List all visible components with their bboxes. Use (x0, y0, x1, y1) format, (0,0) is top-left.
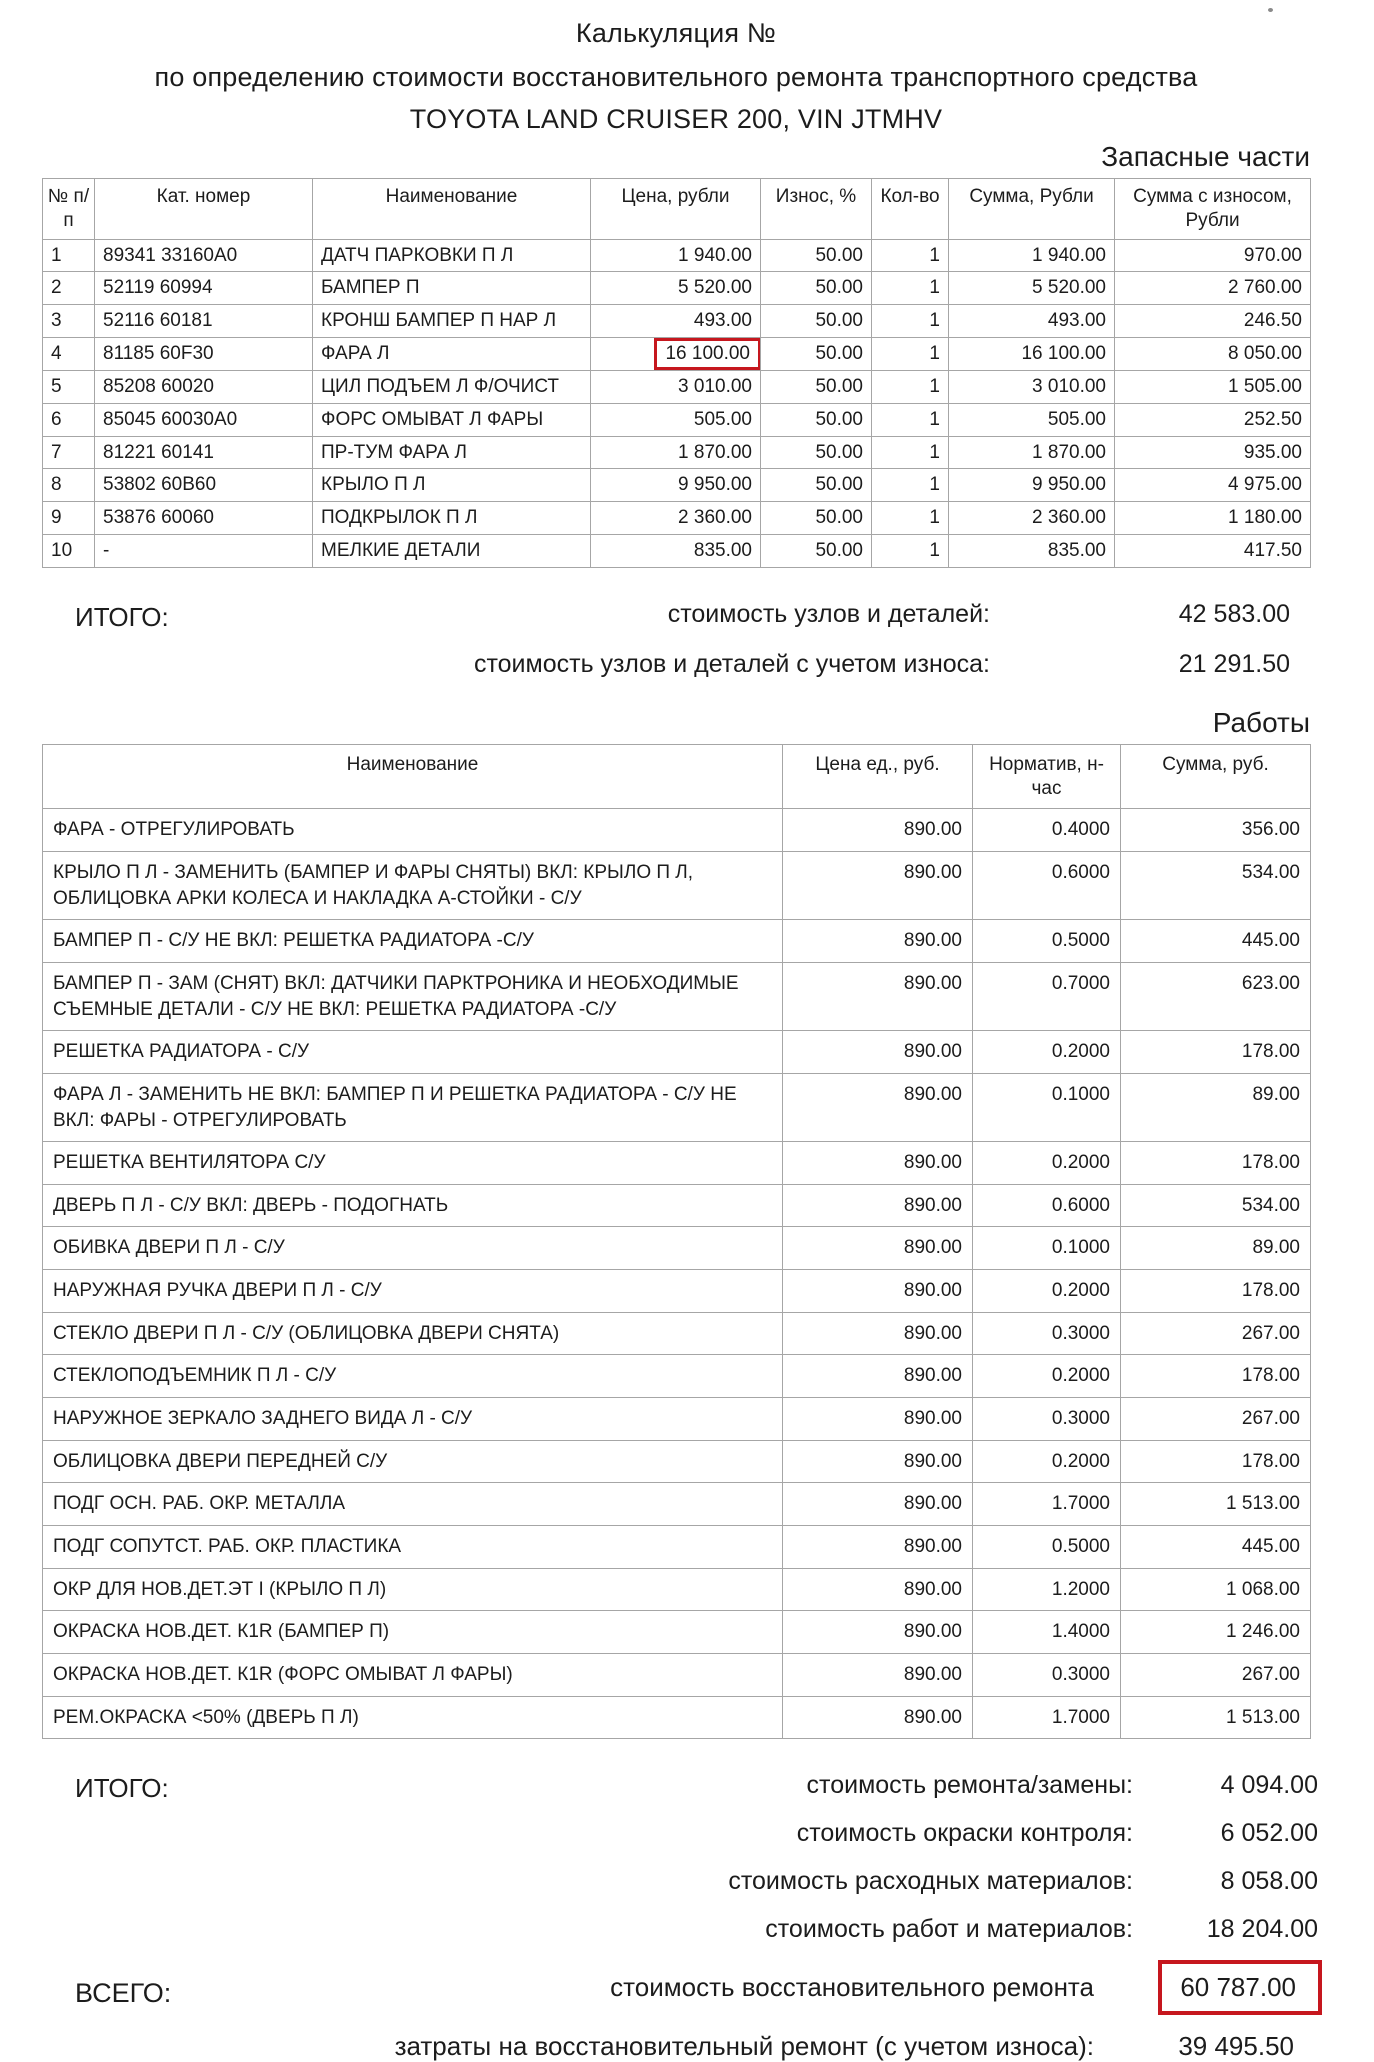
cell-norm-hours: 1.7000 (973, 1696, 1121, 1739)
parts-table-row (43, 535, 1311, 568)
cell-sum-with-wear: 2 760.00 (1115, 272, 1311, 305)
cell-sum-with-wear: 8 050.00 (1115, 338, 1311, 371)
cell-norm-hours: 0.3000 (973, 1398, 1121, 1441)
cell-work-name: ОБИВКА ДВЕРИ П Л - С/У (43, 1227, 783, 1270)
works-table-row (43, 1270, 1311, 1313)
cell-catalog-number: 81221 60141 (95, 436, 313, 469)
cell-wear: 50.00 (761, 535, 872, 568)
cell-qty: 1 (872, 535, 949, 568)
cell-work-name: БАМПЕР П - ЗАМ (СНЯТ) ВКЛ: ДАТЧИКИ ПАРКТРОНИКА И НЕОБХОДИМЫЕ СЪЕМНЫЕ ДЕТАЛИ - С/У НЕ ВКЛ: РЕШЕТКА РАДИАТОРА -С/У (43, 963, 783, 1031)
cell-part-name: БАМПЕР П (313, 272, 591, 305)
cell-sum: 5 520.00 (949, 272, 1115, 305)
cell-price (591, 502, 761, 535)
cell-work-sum: 445.00 (1121, 920, 1311, 963)
cell-work-sum: 89.00 (1121, 1227, 1311, 1270)
cell-sum-with-wear: 1 180.00 (1115, 502, 1311, 535)
doc-title-line1: Калькуляция № (575, 18, 777, 48)
cell-norm-hours: 0.2000 (973, 1355, 1121, 1398)
cell-unit-price: 890.00 (783, 1653, 973, 1696)
grand-total-label: стоимость восстановительного ремонта (610, 1972, 1094, 2003)
cell-wear: 50.00 (761, 469, 872, 502)
cell-work-sum: 178.00 (1121, 1031, 1311, 1074)
works-table-row (43, 1312, 1311, 1355)
works-table-row (43, 1611, 1311, 1654)
cell-wear: 50.00 (761, 305, 872, 338)
cell-norm-hours: 0.2000 (973, 1270, 1121, 1313)
cell-work-sum: 267.00 (1121, 1312, 1311, 1355)
grand-total-label: затраты на восстановительный ремонт (с учетом износа): (394, 2031, 1094, 2062)
price-value: 1 940.00 (678, 244, 752, 266)
cell-unit-price: 890.00 (783, 1184, 973, 1227)
parts-summary-title: ИТОГО: (75, 601, 169, 632)
grand-total-line (42, 2031, 1294, 2062)
cell-sum-with-wear: 935.00 (1115, 436, 1311, 469)
cell-work-sum: 445.00 (1121, 1525, 1311, 1568)
price-value: 493.00 (693, 310, 752, 332)
cell-sum: 835.00 (949, 535, 1115, 568)
cell-work-name: СТЕКЛОПОДЪЕМНИК П Л - С/У (43, 1355, 783, 1398)
cell-price (591, 239, 761, 272)
cell-row-number: 7 (43, 436, 95, 469)
summary-value: 21 291.50 (1178, 649, 1290, 678)
grand-total-amount: 39 495.50 (1178, 2031, 1294, 2062)
cell-work-name: БАМПЕР П - С/У НЕ ВКЛ: РЕШЕТКА РАДИАТОРА -С/У (43, 920, 783, 963)
cell-row-number: 3 (43, 305, 95, 338)
cell-part-name: КРОНШ БАМПЕР П НАР Л (313, 305, 591, 338)
cell-catalog-number: 53802 60B60 (95, 469, 313, 502)
works-table (42, 744, 1311, 1739)
col-header-work-sum: Сумма, руб. (1121, 744, 1311, 809)
cell-sum: 16 100.00 (949, 338, 1115, 371)
cell-norm-hours: 1.7000 (973, 1483, 1121, 1526)
cell-norm-hours: 0.2000 (973, 1031, 1121, 1074)
cell-row-number: 2 (43, 272, 95, 305)
grand-total-summary (42, 1972, 1294, 2062)
summary-value: 18 204.00 (1206, 1915, 1318, 1944)
cell-wear: 50.00 (761, 436, 872, 469)
cell-sum: 3 010.00 (949, 370, 1115, 403)
parts-table-row (43, 272, 1311, 305)
cell-sum-with-wear: 417.50 (1115, 535, 1311, 568)
cell-work-name: ПОДГ ОСН. РАБ. ОКР. МЕТАЛЛА (43, 1483, 783, 1526)
cell-wear: 50.00 (761, 403, 872, 436)
cell-work-name: РЕШЕТКА ВЕНТИЛЯТОРА С/У (43, 1142, 783, 1185)
cell-work-name: НАРУЖНОЕ ЗЕРКАЛО ЗАДНЕГО ВИДА Л - С/У (43, 1398, 783, 1441)
works-header-row (43, 744, 1311, 809)
summary-line (42, 1771, 1318, 1800)
cell-qty: 1 (872, 370, 949, 403)
cell-part-name: КРЫЛО П Л (313, 469, 591, 502)
cell-unit-price: 890.00 (783, 1355, 973, 1398)
cell-qty: 1 (872, 272, 949, 305)
works-table-row (43, 1696, 1311, 1739)
cell-work-name: ОКР ДЛЯ НОВ.ДЕТ.ЭТ I (КРЫЛО П Л) (43, 1568, 783, 1611)
cell-work-name: ОКРАСКА НОВ.ДЕТ. К1R (ФОРС ОМЫВАТ Л ФАРЫ) (43, 1653, 783, 1696)
cell-unit-price: 890.00 (783, 852, 973, 920)
cell-unit-price: 890.00 (783, 809, 973, 852)
col-header-cat: Кат. номер (95, 179, 313, 240)
scan-artifact-dot (1268, 8, 1273, 12)
summary-value: 8 058.00 (1220, 1867, 1318, 1896)
cell-work-sum: 267.00 (1121, 1653, 1311, 1696)
works-table-row (43, 1142, 1311, 1185)
cell-work-sum: 623.00 (1121, 963, 1311, 1031)
cell-work-name: ФАРА Л - ЗАМЕНИТЬ НЕ ВКЛ: БАМПЕР П И РЕШЕТКА РАДИАТОРА - С/У НЕ ВКЛ: ФАРЫ - ОТРЕГУЛИРОВАТЬ (43, 1073, 783, 1141)
summary-value: 6 052.00 (1220, 1819, 1318, 1848)
cell-work-sum: 178.00 (1121, 1440, 1311, 1483)
parts-table-row (43, 469, 1311, 502)
cell-sum: 505.00 (949, 403, 1115, 436)
cell-price (591, 272, 761, 305)
grand-total-amount: 60 787.00 (1158, 1960, 1322, 2015)
cell-price (591, 370, 761, 403)
works-table-row (43, 1031, 1311, 1074)
works-summary-title: ИТОГО: (75, 1773, 169, 1804)
cell-unit-price: 890.00 (783, 1483, 973, 1526)
cell-catalog-number: 52119 60994 (95, 272, 313, 305)
cell-wear: 50.00 (761, 338, 872, 371)
cell-work-sum: 1 246.00 (1121, 1611, 1311, 1654)
parts-table-row (43, 370, 1311, 403)
cell-work-name: ОБЛИЦОВКА ДВЕРИ ПЕРЕДНЕЙ С/У (43, 1440, 783, 1483)
works-table-row (43, 1073, 1311, 1141)
cell-work-name: СТЕКЛО ДВЕРИ П Л - С/У (ОБЛИЦОВКА ДВЕРИ СНЯТА) (43, 1312, 783, 1355)
cell-work-name: РЕМ.ОКРАСКА <50% (ДВЕРЬ П Л) (43, 1696, 783, 1739)
cell-norm-hours: 0.2000 (973, 1142, 1121, 1185)
summary-label: стоимость ремонта/замены: (806, 1771, 1133, 1800)
parts-table-row (43, 403, 1311, 436)
cell-part-name: ДАТЧ ПАРКОВКИ П Л (313, 239, 591, 272)
works-table-row (43, 1525, 1311, 1568)
works-table-row (43, 1440, 1311, 1483)
cell-part-name: МЕЛКИЕ ДЕТАЛИ (313, 535, 591, 568)
parts-section-title: Запасные части (1101, 141, 1310, 172)
cell-unit-price: 890.00 (783, 1398, 973, 1441)
cell-price (591, 469, 761, 502)
cell-catalog-number: - (95, 535, 313, 568)
price-value: 835.00 (693, 540, 752, 562)
parts-table (42, 178, 1311, 568)
cell-norm-hours: 1.2000 (973, 1568, 1121, 1611)
works-table-row (43, 1355, 1311, 1398)
cell-norm-hours: 1.4000 (973, 1611, 1121, 1654)
col-header-num: № п/п (43, 179, 95, 240)
cell-norm-hours: 0.7000 (973, 963, 1121, 1031)
cell-work-sum: 534.00 (1121, 852, 1311, 920)
cell-part-name: ФАРА Л (313, 338, 591, 371)
cell-work-sum: 178.00 (1121, 1142, 1311, 1185)
price-value: 2 360.00 (678, 507, 752, 529)
cell-sum: 2 360.00 (949, 502, 1115, 535)
works-table-row (43, 1184, 1311, 1227)
summary-line (42, 650, 1290, 679)
cell-unit-price: 890.00 (783, 1073, 973, 1141)
cell-catalog-number: 81185 60F30 (95, 338, 313, 371)
cell-norm-hours: 0.6000 (973, 1184, 1121, 1227)
cell-wear: 50.00 (761, 370, 872, 403)
cell-sum-with-wear: 4 975.00 (1115, 469, 1311, 502)
cell-unit-price: 890.00 (783, 1270, 973, 1313)
document-page (42, 0, 1318, 2062)
parts-summary (42, 600, 1290, 679)
cell-unit-price: 890.00 (783, 963, 973, 1031)
col-header-sum-wear: Сумма с износом, Рубли (1115, 179, 1311, 240)
cell-price (591, 305, 761, 338)
cell-work-sum: 356.00 (1121, 809, 1311, 852)
cell-norm-hours: 0.6000 (973, 852, 1121, 920)
cell-norm-hours: 0.4000 (973, 809, 1121, 852)
cell-norm-hours: 0.3000 (973, 1653, 1121, 1696)
col-header-wear: Износ, % (761, 179, 872, 240)
cell-norm-hours: 0.1000 (973, 1073, 1121, 1141)
col-header-unit-price: Цена ед., руб. (783, 744, 973, 809)
cell-work-sum: 267.00 (1121, 1398, 1311, 1441)
cell-qty: 1 (872, 305, 949, 338)
cell-unit-price: 890.00 (783, 1142, 973, 1185)
cell-unit-price: 890.00 (783, 1568, 973, 1611)
price-value: 16 100.00 (654, 338, 760, 370)
works-section-title: Работы (1212, 706, 1310, 738)
cell-row-number: 4 (43, 338, 95, 371)
doc-title-line2: по определению стоимости восстановительного ремонта транспортного средства (154, 62, 1198, 92)
works-table-row (43, 1227, 1311, 1270)
cell-work-sum: 89.00 (1121, 1073, 1311, 1141)
cell-row-number: 10 (43, 535, 95, 568)
cell-norm-hours: 0.3000 (973, 1312, 1121, 1355)
works-table-row (43, 1568, 1311, 1611)
cell-catalog-number: 85208 60020 (95, 370, 313, 403)
summary-label: стоимость работ и материалов: (765, 1915, 1133, 1944)
cell-norm-hours: 0.2000 (973, 1440, 1121, 1483)
cell-wear: 50.00 (761, 239, 872, 272)
cell-sum: 1 870.00 (949, 436, 1115, 469)
summary-value: 4 094.00 (1220, 1771, 1318, 1800)
cell-work-sum: 1 513.00 (1121, 1483, 1311, 1526)
cell-work-name: КРЫЛО П Л - ЗАМЕНИТЬ (БАМПЕР И ФАРЫ СНЯТЫ) ВКЛ: КРЫЛО П Л, ОБЛИЦОВКА АРКИ КОЛЕСА И НАКЛАДКА А-СТОЙКИ - С/У (43, 852, 783, 920)
works-table-row (43, 920, 1311, 963)
price-value: 5 520.00 (678, 277, 752, 299)
cell-part-name: ПОДКРЫЛОК П Л (313, 502, 591, 535)
parts-table-row (43, 436, 1311, 469)
cell-unit-price: 890.00 (783, 1312, 973, 1355)
col-header-qty: Кол-во (872, 179, 949, 240)
cell-price (591, 338, 761, 371)
cell-price (591, 535, 761, 568)
grand-total-value (1094, 1972, 1294, 2003)
col-header-name: Наименование (313, 179, 591, 240)
cell-price (591, 403, 761, 436)
cell-work-sum: 1 513.00 (1121, 1696, 1311, 1739)
parts-table-row (43, 239, 1311, 272)
cell-work-name: ОКРАСКА НОВ.ДЕТ. К1R (БАМПЕР П) (43, 1611, 783, 1654)
cell-work-name: ФАРА - ОТРЕГУЛИРОВАТЬ (43, 809, 783, 852)
grand-total-title: ВСЕГО: (75, 1978, 172, 2009)
summary-line (42, 1867, 1318, 1896)
cell-row-number: 8 (43, 469, 95, 502)
works-summary (42, 1771, 1318, 1944)
works-table-row (43, 963, 1311, 1031)
parts-table-row (43, 338, 1311, 371)
doc-title-line3: TOYOTA LAND CRUISER 200, VIN JTMHV (409, 104, 943, 134)
price-value: 1 870.00 (678, 441, 752, 463)
cell-work-sum: 178.00 (1121, 1270, 1311, 1313)
col-header-work-name: Наименование (43, 744, 783, 809)
cell-work-name: НАРУЖНАЯ РУЧКА ДВЕРИ П Л - С/У (43, 1270, 783, 1313)
price-value: 3 010.00 (678, 375, 752, 397)
cell-sum-with-wear: 1 505.00 (1115, 370, 1311, 403)
cell-work-sum: 534.00 (1121, 1184, 1311, 1227)
cell-sum-with-wear: 970.00 (1115, 239, 1311, 272)
cell-catalog-number: 85045 60030A0 (95, 403, 313, 436)
parts-table-row (43, 502, 1311, 535)
parts-table-row (43, 305, 1311, 338)
cell-part-name: ФОРС ОМЫВАТ Л ФАРЫ (313, 403, 591, 436)
summary-label: стоимость расходных материалов: (728, 1867, 1133, 1896)
works-table-row (43, 809, 1311, 852)
summary-line (42, 1819, 1318, 1848)
cell-unit-price: 890.00 (783, 1696, 973, 1739)
cell-qty: 1 (872, 502, 949, 535)
works-table-row (43, 852, 1311, 920)
cell-work-sum: 1 068.00 (1121, 1568, 1311, 1611)
cell-qty: 1 (872, 436, 949, 469)
col-header-price: Цена, рубли (591, 179, 761, 240)
grand-total-value (1094, 2031, 1294, 2062)
price-value: 505.00 (693, 408, 752, 430)
cell-work-sum: 178.00 (1121, 1355, 1311, 1398)
cell-row-number: 6 (43, 403, 95, 436)
cell-row-number: 9 (43, 502, 95, 535)
cell-unit-price: 890.00 (783, 1611, 973, 1654)
works-table-row (43, 1483, 1311, 1526)
grand-total-line (42, 1972, 1294, 2003)
cell-sum: 1 940.00 (949, 239, 1115, 272)
cell-unit-price: 890.00 (783, 1525, 973, 1568)
cell-sum-with-wear: 252.50 (1115, 403, 1311, 436)
cell-catalog-number: 52116 60181 (95, 305, 313, 338)
cell-work-name: ДВЕРЬ П Л - С/У ВКЛ: ДВЕРЬ - ПОДОГНАТЬ (43, 1184, 783, 1227)
cell-unit-price: 890.00 (783, 1440, 973, 1483)
parts-header-row (43, 179, 1311, 240)
cell-qty: 1 (872, 403, 949, 436)
cell-sum: 9 950.00 (949, 469, 1115, 502)
cell-wear: 50.00 (761, 502, 872, 535)
cell-norm-hours: 0.1000 (973, 1227, 1121, 1270)
cell-catalog-number: 53876 60060 (95, 502, 313, 535)
cell-norm-hours: 0.5000 (973, 1525, 1121, 1568)
summary-label: стоимость узлов и деталей с учетом износа: (473, 649, 990, 678)
cell-qty: 1 (872, 338, 949, 371)
summary-value: 42 583.00 (1178, 599, 1290, 628)
cell-wear: 50.00 (761, 272, 872, 305)
cell-qty: 1 (872, 239, 949, 272)
col-header-norm: Норматив, н-час (973, 744, 1121, 809)
cell-sum: 493.00 (949, 305, 1115, 338)
summary-line (42, 600, 1290, 629)
cell-norm-hours: 0.5000 (973, 920, 1121, 963)
works-table-row (43, 1398, 1311, 1441)
cell-part-name: ЦИЛ ПОДЪЕМ Л Ф/ОЧИСТ (313, 370, 591, 403)
cell-part-name: ПР-ТУМ ФАРА Л (313, 436, 591, 469)
summary-label: стоимость узлов и деталей: (667, 599, 990, 628)
cell-row-number: 5 (43, 370, 95, 403)
col-header-sum: Сумма, Рубли (949, 179, 1115, 240)
cell-price (591, 436, 761, 469)
cell-row-number: 1 (43, 239, 95, 272)
cell-unit-price: 890.00 (783, 920, 973, 963)
summary-label: стоимость окраски контроля: (796, 1819, 1133, 1848)
works-table-row (43, 1653, 1311, 1696)
cell-work-name: РЕШЕТКА РАДИАТОРА - С/У (43, 1031, 783, 1074)
cell-qty: 1 (872, 469, 949, 502)
cell-unit-price: 890.00 (783, 1227, 973, 1270)
cell-sum-with-wear: 246.50 (1115, 305, 1311, 338)
price-value: 9 950.00 (678, 474, 752, 496)
cell-work-name: ПОДГ СОПУТСТ. РАБ. ОКР. ПЛАСТИКА (43, 1525, 783, 1568)
cell-unit-price: 890.00 (783, 1031, 973, 1074)
cell-catalog-number: 89341 33160A0 (95, 239, 313, 272)
